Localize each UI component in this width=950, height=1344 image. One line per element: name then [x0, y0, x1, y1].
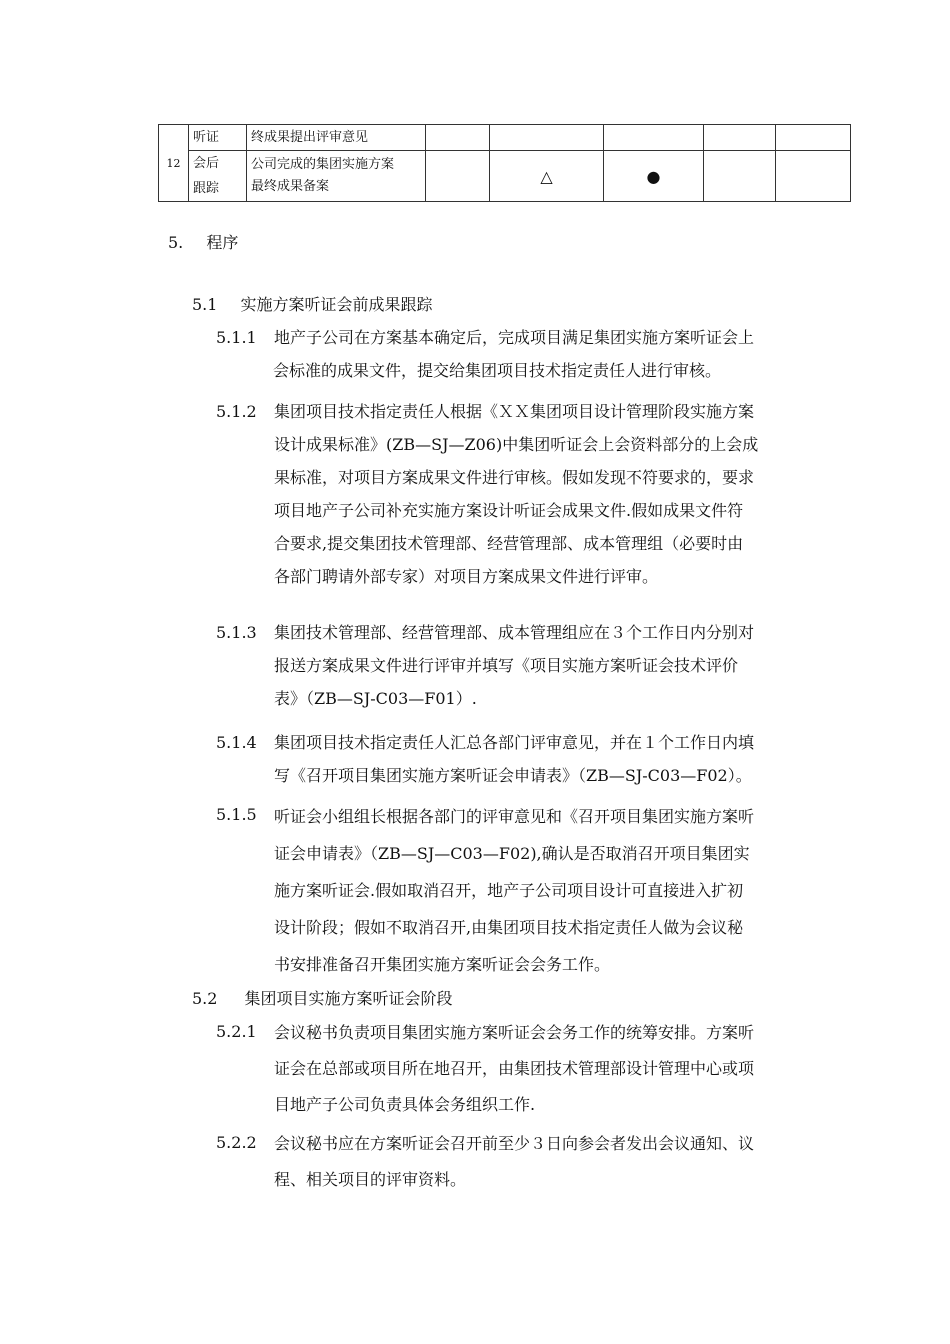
paragraph-number: 5.2.1: [216, 1022, 257, 1041]
section-title: 集团项目实施方案听证会阶段: [244, 989, 453, 1008]
paragraph-5-1-1: [216, 321, 754, 387]
paragraph-line: 会标准的成果文件，提交给集团项目技术指定责任人进行审核。: [273, 361, 722, 380]
paragraph-number: 5.1.3: [216, 623, 257, 642]
row-number-cell: [159, 125, 189, 202]
paragraph-number: 5.1.2: [216, 402, 257, 421]
paragraph-line: 写《召开项目集团实施方案听证会申请表》（ZB—SJ-C03—F02）。: [274, 766, 752, 785]
paragraph-line: 书安排准备召开集团实施方案听证会会务工作。: [274, 955, 611, 974]
mark-cell: [704, 151, 776, 202]
paragraph-line: 听证会小组组长根据各部门的评审意见和《召开项目集团实施方案听: [274, 807, 755, 826]
mark-cell: [604, 125, 704, 151]
section-5-heading: [168, 230, 238, 253]
section-title: 实施方案听证会前成果跟踪: [240, 295, 433, 314]
section-5-1-heading: [192, 292, 433, 315]
paragraph-number: 5.1.4: [216, 733, 257, 752]
section-5-2-heading: [192, 986, 453, 1009]
paragraph-line: 表》（ZB—SJ-C03—F01）.: [274, 689, 477, 708]
mark-cell: [426, 125, 490, 151]
paragraph-line: 施方案听证会.假如取消召开，地产子公司项目设计可直接进入扩初: [274, 881, 744, 900]
paragraph-line: 会议秘书负责项目集团实施方案听证会会务工作的统筹安排。方案听: [274, 1023, 755, 1042]
paragraph-line: 各部门聘请外部专家）对项目方案成果文件进行评审。: [274, 567, 659, 586]
paragraph-line: 集团技术管理部、经营管理部、成本管理组应在３个工作日内分别对: [274, 623, 755, 642]
stage-text: 跟踪: [193, 181, 220, 196]
section-number: 5.2: [192, 989, 218, 1008]
paragraph-line: 报送方案成果文件进行评审并填写《项目实施方案听证会技术评价: [274, 656, 739, 675]
paragraph-line: 目地产子公司负责具体会务组织工作.: [274, 1095, 536, 1114]
stage-text: 会后: [193, 156, 220, 171]
section-number: 5.1: [192, 295, 218, 314]
paragraph-5-2-2: [216, 1126, 754, 1198]
paragraph-number: 5.1.5: [216, 805, 257, 824]
table-row: [159, 151, 851, 202]
table-row: [159, 125, 851, 151]
triangle-mark: △: [490, 151, 604, 202]
paragraph-line: 地产子公司在方案基本确定后，完成项目满足集团实施方案听证会上: [274, 328, 755, 347]
paragraph-line: 果标准，对项目方案成果文件进行审核。假如发现不符要求的，要求: [274, 468, 755, 487]
mark-cell: [426, 151, 490, 202]
paragraph-5-1-5: [216, 798, 754, 983]
paragraph-5-2-1: [216, 1015, 754, 1123]
stage-text: 听证: [193, 130, 220, 145]
description-text: 公司完成的集团实施方案: [251, 157, 395, 172]
paragraph-line: 程、相关项目的评审资料。: [274, 1170, 467, 1189]
description-cell: [247, 125, 426, 151]
paragraph-5-1-2: [216, 395, 758, 593]
section-number: 5.: [168, 233, 184, 252]
paragraph-line: 设计成果标准》(ZB—SJ—Z06)中集团听证会上会资料部分的上会成: [274, 435, 759, 454]
paragraph-line: 证会申请表》（ZB—SJ—C03—F02),确认是否取消召开项目集团实: [274, 844, 750, 863]
paragraph-5-1-4: [216, 726, 754, 792]
paragraph-line: 项目地产子公司补充实施方案设计听证会成果文件.假如成果文件符: [274, 501, 744, 520]
description-text: 终成果提出评审意见: [251, 129, 369, 145]
filled-circle-mark: ●: [604, 151, 704, 202]
paragraph-line: 证会在总部或项目所在地召开，由集团技术管理部设计管理中心或项: [274, 1059, 755, 1078]
mark-cell: [704, 125, 776, 151]
paragraph-5-1-3: [216, 616, 754, 715]
paragraph-number: 5.2.2: [216, 1133, 257, 1152]
section-title: 程序: [206, 233, 239, 252]
description-text: 最终成果备案: [251, 179, 330, 194]
paragraph-line: 合要求,提交集团技术管理部、经营管理部、成本管理组（必要时由: [274, 534, 744, 553]
mark-cell: [776, 125, 851, 151]
paragraph-line: 设计阶段；假如不取消召开,由集团项目技术指定责任人做为会议秘: [274, 918, 744, 937]
mark-cell: [490, 125, 604, 151]
responsibility-table: [158, 124, 851, 202]
stage-cell: [189, 151, 247, 202]
paragraph-line: 集团项目技术指定责任人根据《ＸＸ集团项目设计管理阶段实施方案: [274, 402, 755, 421]
paragraph-line: 集团项目技术指定责任人汇总各部门评审意见，并在１个工作日内填: [274, 733, 755, 752]
description-cell: [247, 151, 426, 202]
row-number: 12: [166, 156, 181, 170]
paragraph-number: 5.1.1: [216, 328, 257, 347]
stage-cell: [189, 125, 247, 151]
mark-cell: [776, 151, 851, 202]
paragraph-line: 会议秘书应在方案听证会召开前至少３日向参会者发出会议通知、议: [274, 1134, 755, 1153]
